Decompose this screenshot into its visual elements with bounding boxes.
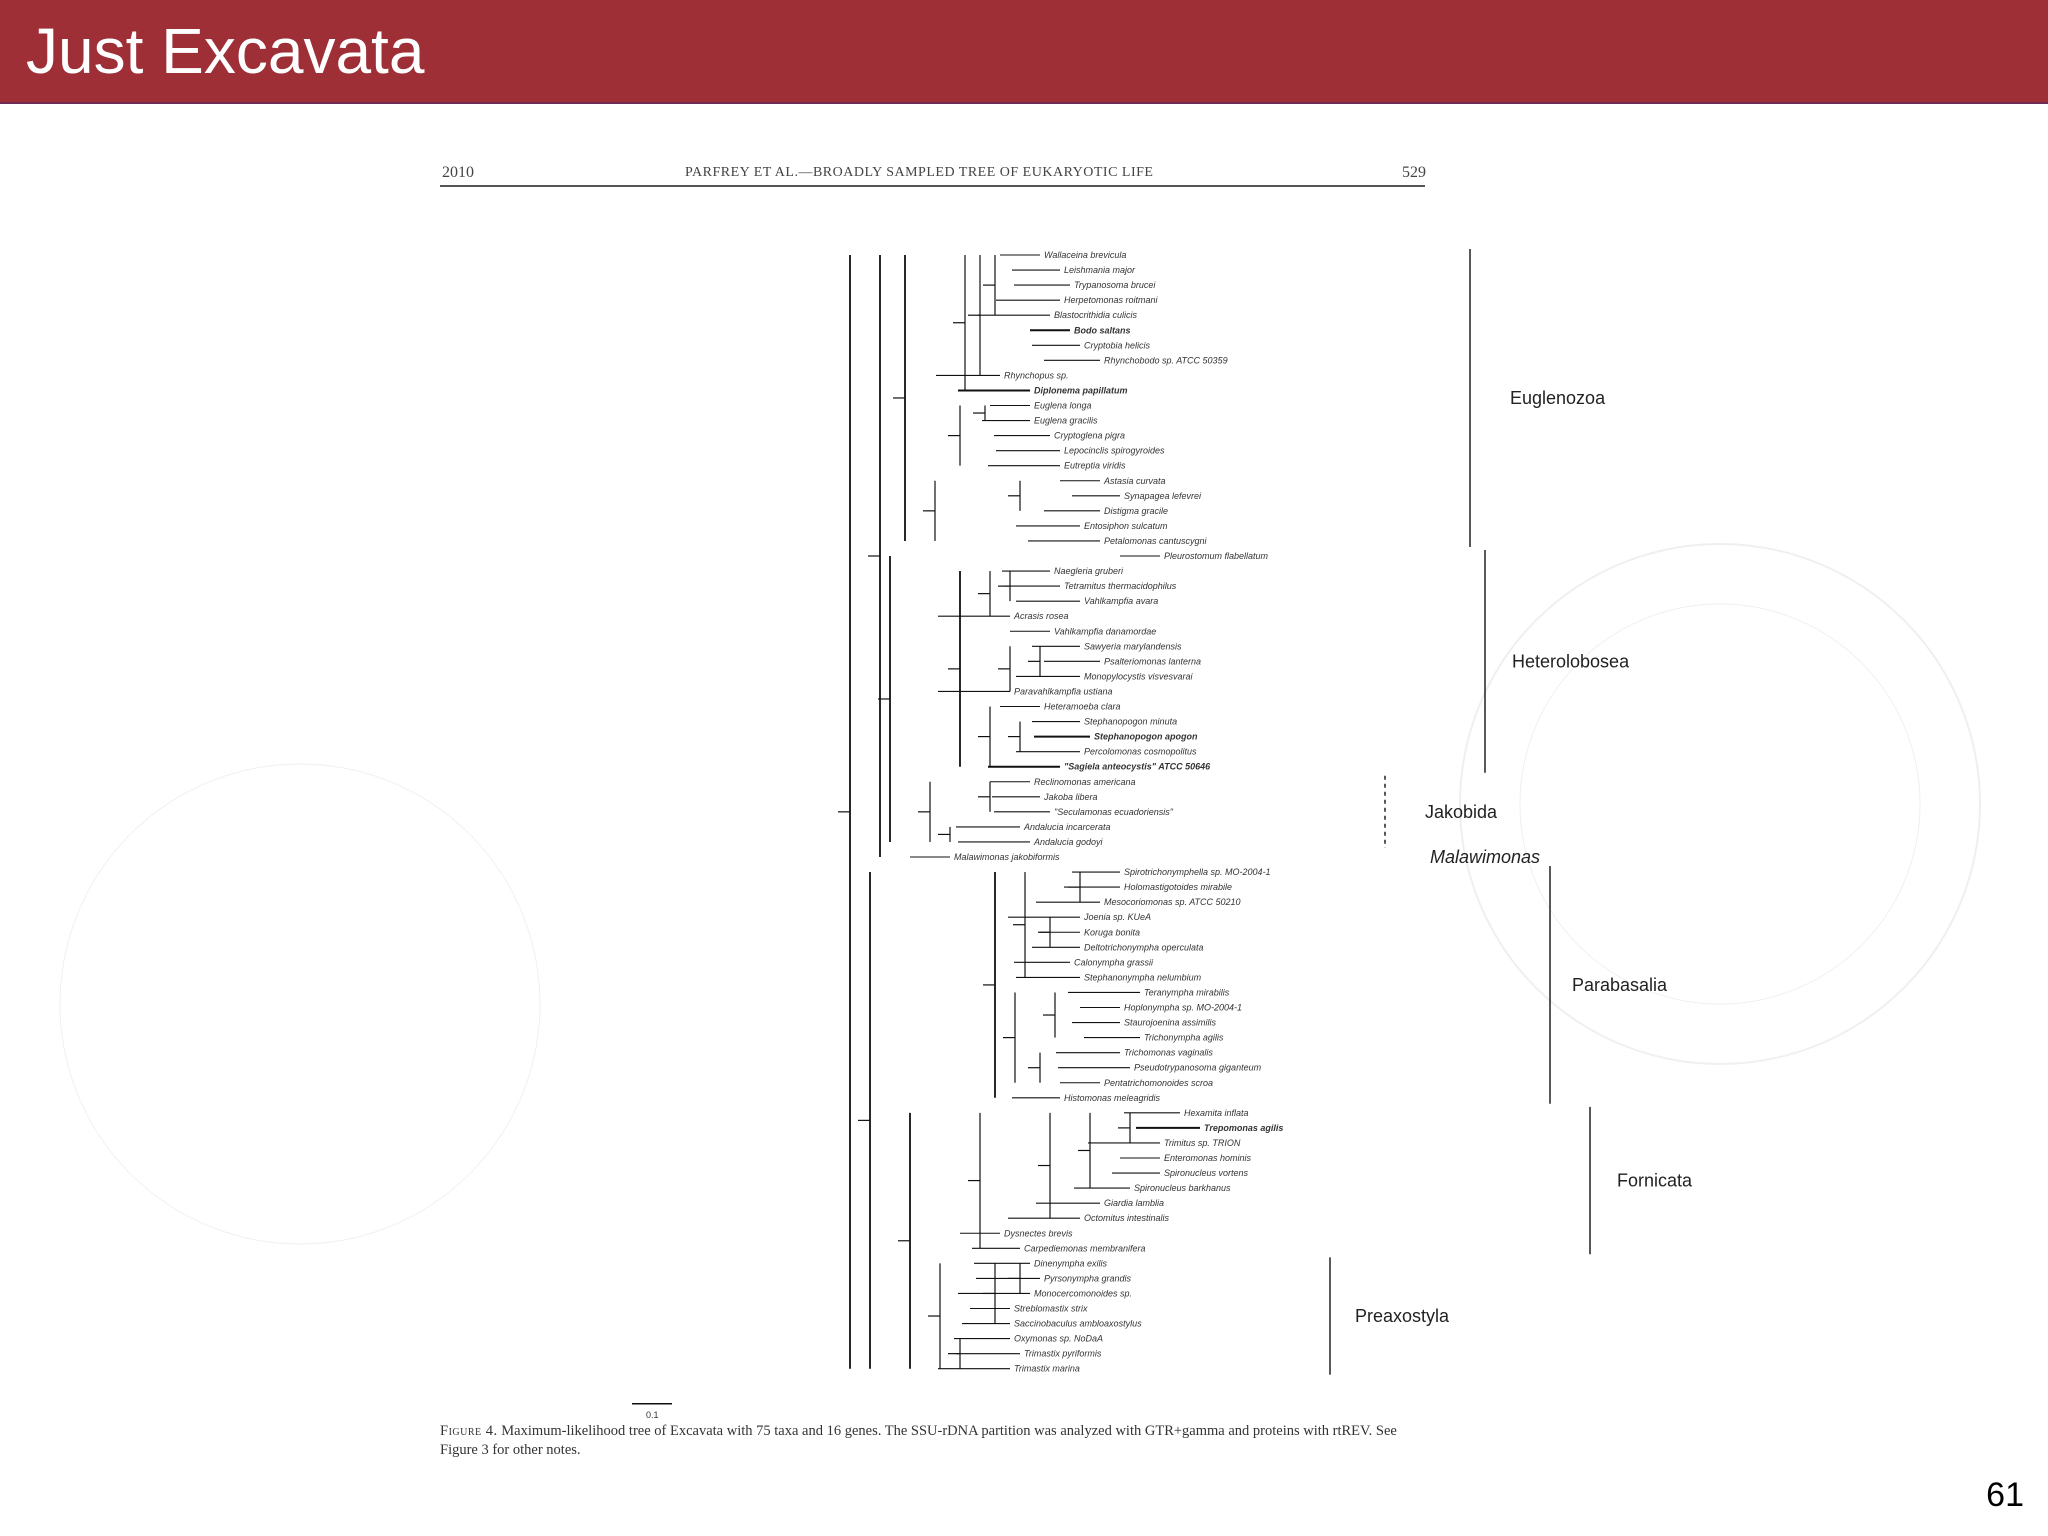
taxon-label: Pentatrichomonoides scroa (1104, 1077, 1214, 1088)
taxon-label: Pleurostomum flabellatum (1164, 551, 1269, 561)
taxon-label: Trimitus sp. TRION (1164, 1137, 1241, 1148)
taxon-label: Trimastix pyriformis (1024, 1348, 1102, 1359)
clade-label: Euglenozoa (1510, 387, 1606, 408)
title-bar (0, 0, 2048, 104)
taxon-label: Spirotrichonymphella sp. MO-2004-1 (1124, 867, 1271, 878)
taxon-label: Joenia sp. KUeA (1084, 912, 1152, 923)
taxon-label: Psalteriomonas lanterna (1104, 656, 1202, 667)
clade-label: Heterolobosea (1512, 651, 1630, 672)
taxon-label: Rhynchobodo sp. ATCC 50359 (1104, 355, 1228, 366)
taxon-label: "Sagiela anteocystis" ATCC 50646 (1064, 761, 1211, 772)
taxon-label: Calonympha grassii (1074, 957, 1154, 968)
taxon-label: Holomastigotoides mirabile (1124, 882, 1233, 893)
taxon-label: Trypanosoma brucei (1074, 280, 1156, 291)
taxon-label: Stephanopogon minuta (1084, 716, 1178, 727)
paper-figure (440, 160, 1693, 1470)
taxon-label: Herpetomonas roitmani (1064, 295, 1158, 306)
taxon-label: Stephanopogon apogon (1094, 731, 1198, 742)
scale-bar-label: 0.1 (646, 1409, 659, 1420)
taxon-label: Reclinomonas americana (1034, 776, 1136, 787)
taxon-label: Diplonema papillatum (1034, 385, 1128, 396)
taxon-label: Percolomonas cosmopolitus (1084, 746, 1197, 757)
taxon-label: Leishmania major (1064, 265, 1136, 276)
taxon-label: Euglena gracilis (1034, 415, 1098, 426)
taxon-label: Trimastix marina (1014, 1363, 1080, 1374)
slide-title: Just Excavata (26, 15, 425, 87)
clade-label: Malawimonas (1430, 847, 1541, 867)
taxon-label: Naegleria gruberi (1054, 566, 1124, 577)
taxon-label: Blastocrithidia culicis (1054, 310, 1138, 321)
taxon-label: Enteromonas hominis (1164, 1153, 1252, 1163)
taxon-label: Oxymonas sp. NoDaA (1014, 1333, 1104, 1344)
taxon-label: Rhynchopus sp. (1004, 370, 1069, 381)
clade-label: Parabasalia (1572, 974, 1668, 995)
taxon-label: Synapagea lefevrei (1124, 490, 1202, 501)
clade-label: Preaxostyla (1355, 1306, 1450, 1327)
taxon-label: Distigma gracile (1104, 505, 1169, 516)
taxon-label: Mesocoriomonas sp. ATCC 50210 (1104, 897, 1241, 908)
taxon-label: Koruga bonita (1084, 927, 1141, 938)
caption-text: Maximum-likelihood tree of Excavata with 75 taxa and 16 genes. The SSU-rDNA partition was analyzed with GTR+gamma and proteins with rtREV. See Figure 3 for other notes. (440, 1423, 1397, 1458)
taxon-label: Jakoba libera (1044, 791, 1098, 802)
taxon-label: Vahlkampfia avara (1084, 596, 1159, 607)
taxon-label: Spironucleus vortens (1164, 1168, 1249, 1179)
taxon-label: Saccinobaculus ambloaxostylus (1014, 1318, 1142, 1329)
taxon-label: Pyrsonympha grandis (1044, 1273, 1132, 1284)
taxon-label: Deltotrichonympha operculata (1084, 942, 1204, 953)
taxon-label: Dysnectes brevis (1004, 1228, 1073, 1239)
taxon-label: Monopylocystis visvesvarai (1084, 671, 1193, 682)
taxon-label: Dinenympha exilis (1034, 1258, 1108, 1269)
taxon-label: Paravahlkampfia ustiana (1014, 686, 1113, 697)
taxon-label: Euglena longa (1034, 400, 1092, 411)
caption-label: Figure 4. (440, 1423, 498, 1439)
taxon-label: Spironucleus barkhanus (1134, 1183, 1231, 1194)
taxon-label: Andalucia incarcerata (1024, 821, 1111, 832)
taxon-label: Petalomonas cantuscygni (1104, 535, 1207, 546)
taxon-label: Lepocinclis spirogyroides (1064, 445, 1165, 456)
taxon-label: Entosiphon sulcatum (1084, 520, 1168, 531)
paper-page: 529 (1402, 164, 1426, 181)
taxon-label: Sawyeria marylandensis (1084, 641, 1182, 652)
taxon-label: Andalucia godoyi (1034, 836, 1103, 847)
taxon-label: Astasia curvata (1104, 475, 1166, 486)
taxon-label: Trichomonas vaginalis (1124, 1047, 1213, 1058)
taxon-label: Stephanonympha nelumbium (1084, 972, 1202, 983)
clade-label: Jakobida (1425, 801, 1498, 822)
taxon-label: Teranympha mirabilis (1144, 987, 1230, 998)
page-number: 61 (1986, 1476, 2024, 1514)
taxon-label: Giardia lamblia (1104, 1198, 1165, 1209)
taxon-label: Trepomonas agilis (1204, 1122, 1284, 1133)
taxon-label: Hexamita inflata (1184, 1107, 1249, 1118)
taxon-label: Cryptoglena pigra (1054, 430, 1126, 441)
taxon-label: Tetramitus thermacidophilus (1064, 581, 1177, 592)
taxon-label: Pseudotrypanosoma giganteum (1134, 1062, 1262, 1073)
taxon-label: Bodo saltans (1074, 325, 1131, 336)
clade-label: Fornicata (1617, 1170, 1693, 1191)
taxon-label: Monocercomonoides sp. (1034, 1288, 1133, 1299)
figure-caption (440, 1422, 1430, 1460)
taxon-label: Vahlkampfia danamordae (1054, 626, 1157, 637)
taxon-label: Wallaceina brevicula (1044, 250, 1127, 260)
taxon-label: Malawimonas jakobiformis (954, 852, 1060, 862)
taxon-label: Eutreptia viridis (1064, 460, 1126, 471)
taxon-label: "Seculamonas ecuadoriensis" (1054, 806, 1173, 817)
paper-running-title: PARFREY ET AL.—BROADLY SAMPLED TREE OF EUKARYOTIC LIFE (685, 165, 1154, 180)
taxon-label: Acrasis rosea (1014, 611, 1069, 622)
taxon-label: Octomitus intestinalis (1084, 1213, 1170, 1224)
taxon-label: Streblomastix strix (1014, 1303, 1088, 1314)
taxon-label: Histomonas meleagridis (1064, 1092, 1161, 1103)
taxon-label: Trichonympha agilis (1144, 1032, 1224, 1043)
taxon-label: Heteramoeba clara (1044, 701, 1121, 712)
phylogenetic-tree (440, 160, 1693, 1420)
taxon-label: Carpediemonas membranifera (1024, 1243, 1146, 1254)
taxon-label: Staurojoenina assimilis (1124, 1017, 1217, 1028)
taxon-label: Hoplonympha sp. MO-2004-1 (1124, 1002, 1243, 1013)
paper-year: 2010 (442, 164, 474, 181)
taxon-label: Cryptobia helicis (1084, 340, 1151, 351)
